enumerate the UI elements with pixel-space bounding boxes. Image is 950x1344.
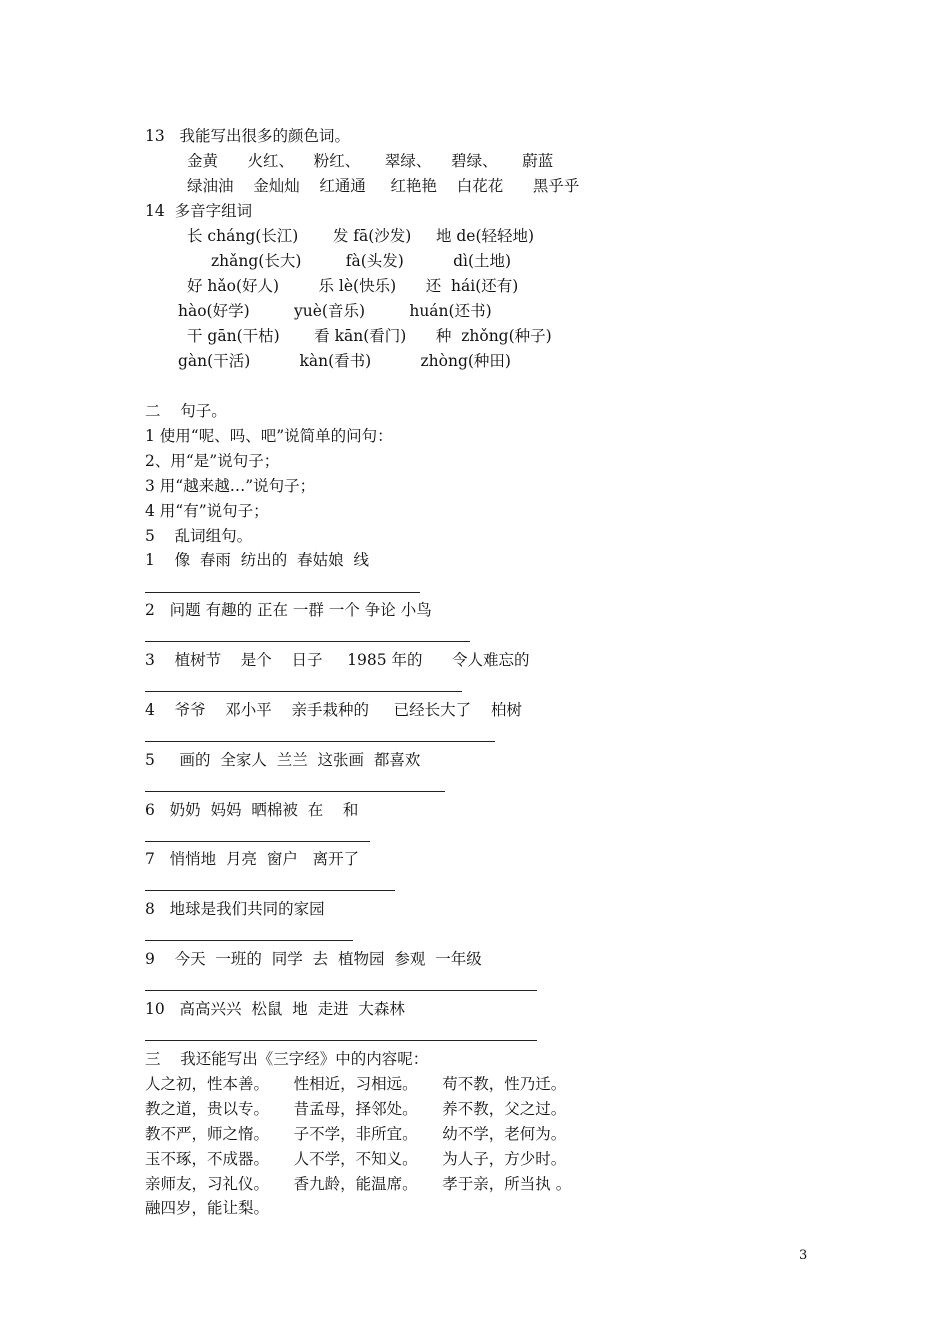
sanzijing-line-6: 融四岁，能让梨。 — [145, 1199, 270, 1217]
answer-line-2[interactable] — [145, 641, 470, 642]
sentence-task-2: 2、用“是”说句子； — [145, 452, 280, 470]
page-number: 3 — [799, 1248, 808, 1263]
answer-line-9[interactable] — [145, 990, 537, 991]
sentence-task-1: 1 使用“呢、吗、吧”说简单的问句： — [145, 427, 393, 445]
sanzijing-line-1: 人之初，性本善。 性相近，习相远。 苟不教，性乃迁。 — [145, 1075, 567, 1093]
section14-title: 14 多音字组词 — [145, 202, 253, 220]
part2-heading: 二 句子。 — [145, 402, 227, 420]
answer-line-8[interactable] — [145, 940, 353, 941]
answer-line-7[interactable] — [145, 890, 395, 891]
sanzijing-line-5: 亲师友，习礼仪。 香九龄，能温席。 孝于亲，所当执 。 — [145, 1175, 572, 1193]
polyphone-line-5: 干 gān(干枯) 看 kān(看门) 种 zhǒng(种子) — [187, 327, 552, 345]
polyphone-line-4: hào(好学) yuè(音乐) huán(还书) — [178, 302, 492, 320]
sanzijing-line-3: 教不严，师之惰。 子不学，非所宜。 幼不学，老何为。 — [145, 1125, 567, 1143]
answer-line-4[interactable] — [145, 741, 495, 742]
exercise-5: 5 画的 全家人 兰兰 这张画 都喜欢 — [145, 751, 421, 769]
answer-line-10[interactable] — [145, 1040, 537, 1041]
exercise-2: 2 问题 有趣的 正在 一群 一个 争论 小鸟 — [145, 601, 432, 619]
exercise-7: 7 悄悄地 月亮 窗户 离开了 — [145, 850, 360, 868]
color-words-row-2: 绿油油 金灿灿 红通通 红艳艳 白花花 黑乎乎 — [187, 177, 580, 195]
part3-heading: 三 我还能写出《三字经》中的内容呢： — [145, 1050, 429, 1068]
polyphone-line-2: zhǎng(长大) fà(头发) dì(土地) — [211, 252, 512, 270]
exercise-3: 3 植树节 是个 日子 1985 年的 令人难忘的 — [145, 651, 530, 669]
sanzijing-line-4: 玉不琢，不成器。 人不学，不知义。 为人子，方少时。 — [145, 1150, 567, 1168]
sanzijing-line-2: 教之道，贵以专。 昔孟母，择邻处。 养不教，父之过。 — [145, 1100, 567, 1118]
exercise-6: 6 奶奶 妈妈 晒棉被 在 和 — [145, 801, 359, 819]
sentence-task-4: 4 用“有”说句子； — [145, 502, 269, 520]
section13-title: 13 我能写出很多的颜色词。 — [145, 127, 351, 145]
color-words-row-1: 金黄 火红、 粉红、 翠绿、 碧绿、 蔚蓝 — [187, 152, 554, 170]
polyphone-line-6: gàn(干活) kàn(看书) zhòng(种田) — [178, 352, 511, 370]
answer-line-3[interactable] — [145, 691, 462, 692]
polyphone-line-1: 长 cháng(长江) 发 fā(沙发) 地 de(轻轻地) — [187, 227, 535, 245]
answer-line-5[interactable] — [145, 791, 445, 792]
sentence-task-5: 5 乱词组句。 — [145, 527, 253, 545]
exercise-10: 10 高高兴兴 松鼠 地 走进 大森林 — [145, 1000, 405, 1018]
answer-line-1[interactable] — [145, 592, 420, 593]
exercise-8: 8 地球是我们共同的家园 — [145, 900, 325, 918]
exercise-1: 1 像 春雨 纺出的 春姑娘 线 — [145, 551, 369, 569]
answer-line-6[interactable] — [145, 841, 370, 842]
exercise-4: 4 爷爷 邓小平 亲手栽种的 已经长大了 柏树 — [145, 701, 522, 719]
sentence-task-3: 3 用“越来越…”说句子； — [145, 477, 316, 495]
exercise-9: 9 今天 一班的 同学 去 植物园 参观 一年级 — [145, 950, 482, 968]
polyphone-line-3: 好 hǎo(好人) 乐 lè(快乐) 还 hái(还有) — [187, 277, 519, 295]
